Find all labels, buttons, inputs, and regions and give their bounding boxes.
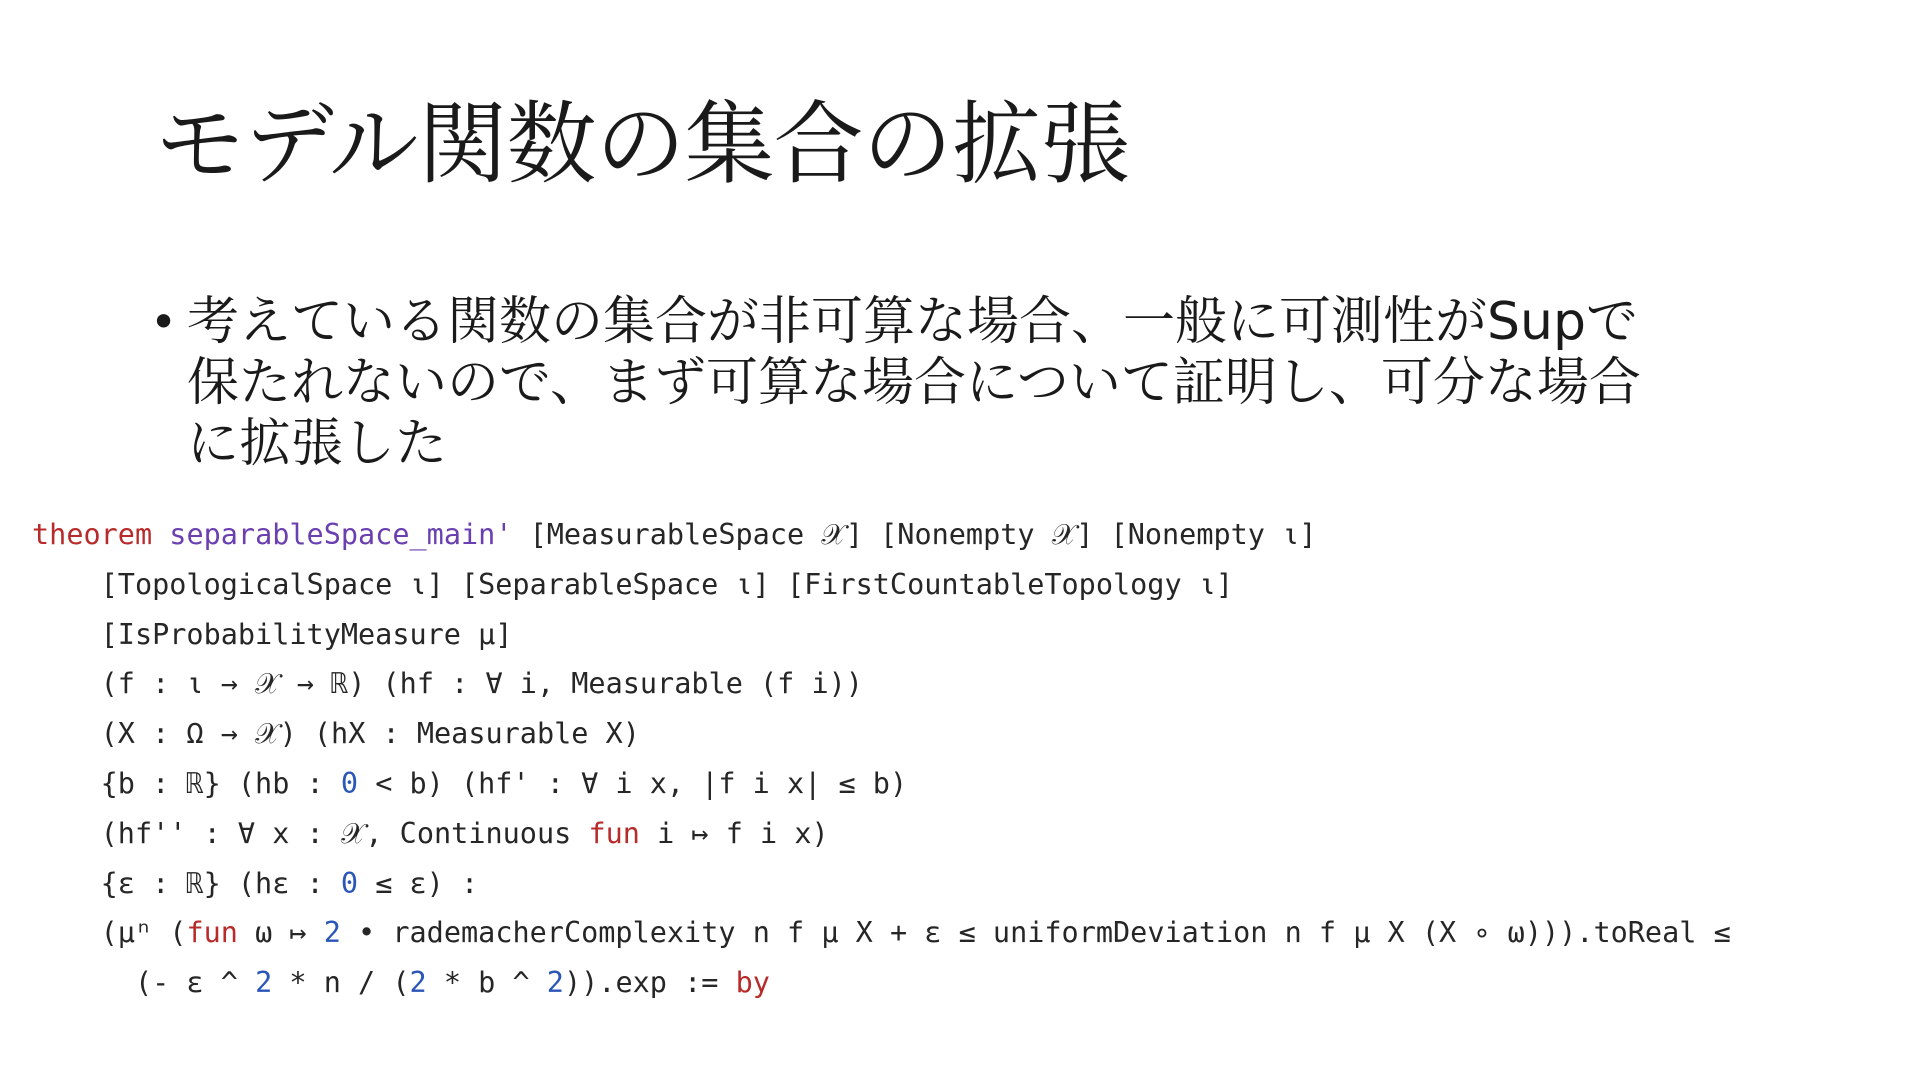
slide-title: モデル関数の集合の拡張 — [155, 92, 1130, 197]
code-text: ≤ ε) : — [358, 866, 479, 900]
bullet-text: 考えている関数の集合が非可算な場合、一般に可測性がSupで 保たれないので、まず可算な場合について証明し、可分な場合 に拡張した — [187, 292, 1641, 474]
code-number: 2 — [323, 916, 341, 950]
bullet-marker: • — [150, 295, 178, 349]
code-text: (hf'' : ∀ x : 𝒳, Continuous — [32, 816, 589, 850]
code-text: * b ^ — [426, 966, 547, 1000]
code-text: [MeasurableSpace 𝒳] [Nonempty 𝒳] [Nonempty ι] — [512, 518, 1317, 551]
code-text: * n / ( — [272, 966, 410, 1000]
bullet-item — [150, 292, 1790, 475]
code-line — [32, 908, 1731, 958]
code-text: (X : Ω → 𝒳) (hX : Measurable X) — [32, 717, 640, 751]
code-text: (f : ι → 𝒳 → ℝ) (hf : ∀ i, Measurable (f i)) — [32, 667, 863, 701]
code-line — [32, 659, 1731, 709]
code-text: i ↦ f i x) — [639, 816, 829, 850]
code-text: {b : ℝ} (hb : — [32, 766, 341, 800]
code-text: )).exp := — [563, 966, 736, 1000]
code-line — [32, 510, 1731, 560]
code-line — [32, 809, 1731, 859]
code-keyword: by — [735, 966, 770, 1000]
code-text: ω ↦ — [237, 916, 324, 950]
code-text: (- ε ^ — [32, 966, 256, 1000]
code-keyword: theorem — [32, 518, 153, 551]
code-line — [32, 709, 1731, 759]
code-number: 0 — [340, 866, 359, 900]
code-text: (μⁿ ( — [32, 916, 187, 950]
code-text: {ε : ℝ} (hε : — [32, 866, 341, 900]
bullet-list — [150, 292, 1790, 475]
code-text: [TopologicalSpace ι] [SeparableSpace ι] [FirstCountableTopology ι] — [32, 567, 1234, 601]
code-number: 2 — [255, 966, 273, 1000]
code-number: 2 — [409, 966, 427, 1000]
code-line — [32, 859, 1731, 909]
code-line — [32, 759, 1731, 809]
code-identifier: separableSpace_main' — [169, 518, 513, 551]
lean-code-block — [32, 510, 1731, 1008]
code-text: [IsProbabilityMeasure μ] — [32, 617, 513, 651]
code-keyword: fun — [588, 816, 640, 850]
code-text — [152, 518, 169, 551]
code-text: < b) (hf' : ∀ i x, |f i x| ≤ b) — [358, 766, 908, 800]
code-line — [32, 560, 1731, 610]
code-keyword: fun — [186, 916, 238, 950]
code-line — [32, 958, 1731, 1008]
code-number: 0 — [340, 766, 359, 800]
code-line — [32, 610, 1731, 660]
code-number: 2 — [546, 966, 564, 1000]
code-text: • rademacherComplexity n f μ X + ε ≤ uniformDeviation n f μ X (X ∘ ω))).toReal ≤ — [340, 916, 1731, 950]
